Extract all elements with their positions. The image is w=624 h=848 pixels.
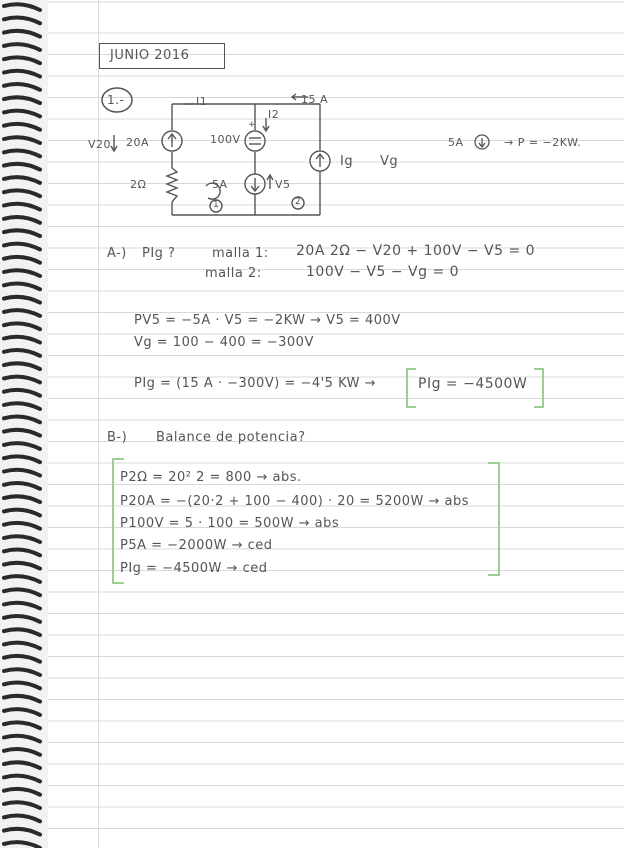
spiral-coil: [4, 616, 40, 622]
balance-line-2: P20A = −(20·2 + 100 − 400) · 20 = 5200W → abs: [120, 494, 470, 509]
label-5a: 5A: [212, 178, 228, 191]
spiral-coil: [4, 377, 40, 383]
spiral-coil: [4, 350, 40, 356]
spiral-coil: [4, 643, 40, 649]
spiral-coil: [4, 230, 40, 236]
spiral-coil: [4, 257, 40, 263]
spiral-coil: [4, 44, 40, 50]
spiral-coil: [4, 18, 40, 24]
spiral-coil: [4, 97, 40, 103]
spiral-coil: [4, 270, 40, 276]
spiral-coil: [4, 403, 40, 409]
spiral-coil: [4, 390, 40, 396]
spiral-coil: [4, 789, 40, 795]
spiral-coil: [4, 137, 40, 143]
spiral-coil: [4, 217, 40, 223]
spiral-coil: [4, 111, 40, 117]
part-a-question: PIg ?: [142, 246, 176, 261]
spiral-coil: [4, 842, 40, 848]
p-ig-result: PIg = −4500W: [418, 376, 528, 392]
label-mesh2: 2: [295, 197, 302, 207]
spiral-coil: [4, 776, 40, 782]
spiral-coil: [4, 550, 40, 556]
balance-line-4: P5A = −2000W → ced: [120, 538, 273, 553]
label-100v: 100V: [210, 133, 241, 146]
spiral-coil: [4, 629, 40, 635]
spiral-coil: [4, 589, 40, 595]
spiral-coil: [4, 310, 40, 316]
spiral-coil: [4, 816, 40, 822]
spiral-binding: [0, 0, 48, 848]
spiral-coil: [4, 683, 40, 689]
mesh1-equation: 20A 2Ω − V20 + 100V − V5 = 0: [296, 243, 536, 259]
side-source-icon: [472, 132, 492, 152]
spiral-coil: [4, 430, 40, 436]
spiral-coil: [4, 669, 40, 675]
spiral-coil: [4, 124, 40, 130]
spiral-coil: [4, 536, 40, 542]
label-i1: I1: [196, 95, 208, 108]
spiral-coil: [4, 563, 40, 569]
side-source-label: 5A: [448, 136, 464, 149]
side-result: → P = −2KW.: [504, 136, 582, 149]
spiral-coil: [4, 337, 40, 343]
spiral-coil: [4, 762, 40, 768]
vg-equation: Vg = 100 − 400 = −300V: [134, 335, 314, 350]
result-bracket-left: [406, 368, 416, 408]
page-title: JUNIO 2016: [110, 48, 190, 63]
spiral-coil: [4, 57, 40, 63]
part-b-label: B-): [107, 430, 128, 445]
mesh2-label: malla 2:: [205, 266, 262, 281]
spiral-coil: [4, 417, 40, 423]
spiral-coil: [4, 297, 40, 303]
spiral-coil: [4, 829, 40, 835]
result-bracket-right: [534, 368, 544, 408]
spiral-coil: [4, 204, 40, 210]
mesh1-label: malla 1:: [212, 246, 269, 261]
p-ig-equation: PIg = (15 A · −300V) = −4'5 KW →: [134, 376, 377, 391]
label-v5: V5: [275, 178, 291, 191]
label-vg: Vg: [380, 154, 399, 169]
label-i2: I2: [268, 108, 280, 121]
spiral-coil: [4, 323, 40, 329]
spiral-coil: [4, 71, 40, 77]
spiral-coil: [4, 164, 40, 170]
spiral-coil: [4, 483, 40, 489]
spiral-coil: [4, 576, 40, 582]
spiral-coil: [4, 696, 40, 702]
part-a-label: A-): [107, 246, 127, 261]
spiral-coil: [4, 510, 40, 516]
label-v20: V20: [88, 138, 112, 151]
spiral-coil: [4, 456, 40, 462]
label-plus: +: [248, 120, 257, 130]
p-v5-equation: PV5 = −5A · V5 = −2KW → V5 = 400V: [134, 313, 401, 328]
spiral-coil: [4, 190, 40, 196]
balance-bracket-right: [488, 462, 500, 576]
spiral-coil: [4, 84, 40, 90]
label-15a: 15 A: [301, 93, 329, 106]
mesh2-equation: 100V − V5 − Vg = 0: [306, 264, 460, 280]
spiral-coil: [4, 603, 40, 609]
spiral-coil: [4, 656, 40, 662]
spiral-coil: [4, 722, 40, 728]
balance-line-1: P2Ω = 20² 2 = 800 → abs.: [120, 470, 302, 485]
spiral-coil: [4, 31, 40, 37]
spiral-coil: [4, 709, 40, 715]
spiral-coil: [4, 244, 40, 250]
spiral-coil: [4, 802, 40, 808]
spiral-coil: [4, 4, 40, 10]
label-20a: 20A: [126, 136, 150, 149]
balance-line-5: PIg = −4500W → ced: [120, 561, 268, 576]
spiral-coil: [4, 151, 40, 157]
spiral-coil: [4, 177, 40, 183]
spiral-coils: [0, 0, 48, 848]
balance-line-3: P100V = 5 · 100 = 500W → abs: [120, 516, 340, 531]
spiral-coil: [4, 470, 40, 476]
label-mesh1: 1: [213, 200, 220, 210]
spiral-coil: [4, 496, 40, 502]
spiral-coil: [4, 749, 40, 755]
part-b-question: Balance de potencia?: [156, 430, 306, 445]
spiral-coil: [4, 284, 40, 290]
spiral-coil: [4, 363, 40, 369]
problem-number: 1.-: [107, 93, 125, 107]
label-ig: Ig: [340, 154, 354, 169]
spiral-coil: [4, 443, 40, 449]
label-resistor: 2Ω: [130, 178, 147, 191]
spiral-coil: [4, 736, 40, 742]
spiral-coil: [4, 523, 40, 529]
